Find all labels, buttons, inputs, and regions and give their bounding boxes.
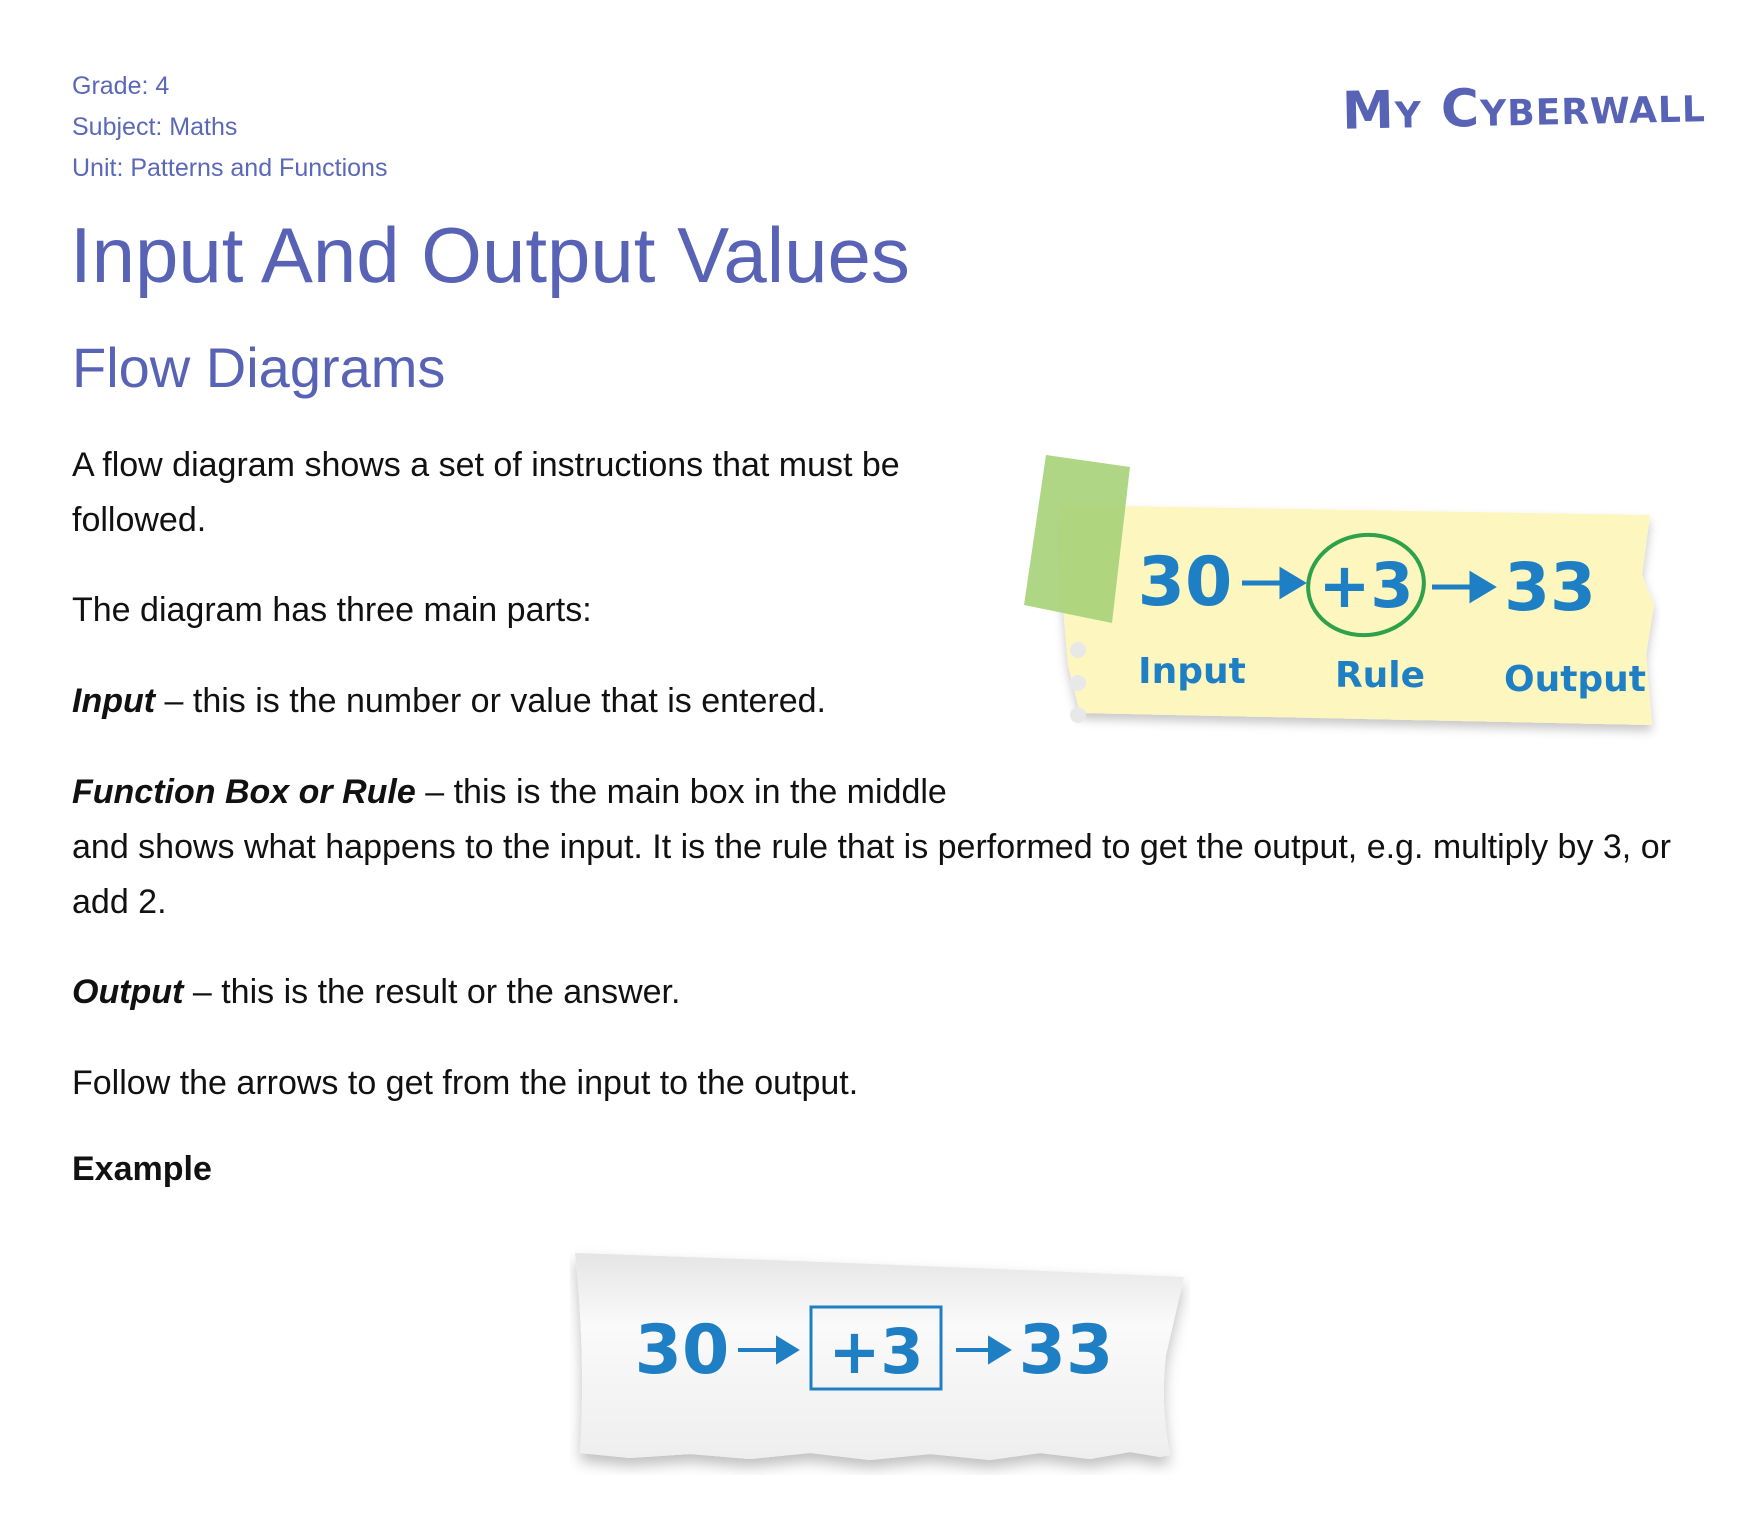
note-rule-label: Rule [1334,655,1426,696]
function-description-2: and shows what happens to the input. It is the rule that is performed to get the output, e.g. multiply by 3, or add 2. [72,828,1671,921]
note-hole-1 [1070,642,1086,658]
example-heading: Example [72,1150,212,1188]
output-term: Output [72,973,184,1011]
input-description: – this is the number or value that is entered. [155,682,826,720]
example-input-value: 30 [634,1311,730,1390]
parts-paragraph: The diagram has three main parts: [72,591,592,629]
note-output-value: 33 [1504,549,1596,626]
follow-paragraph: Follow the arrows to get from the input to the output. [72,1064,859,1102]
unit-label: Unit: Patterns and Functions [72,154,388,182]
brand-logo: My Cyberwall [1341,74,1707,142]
note-hole-2 [1070,675,1086,691]
intro-paragraph: A flow diagram shows a set of instructions that must be followed. [72,446,900,539]
function-term: Function Box or Rule [72,773,416,811]
note-rule-value: +3 [1318,549,1414,622]
document-meta [72,66,387,189]
function-description-1: – this is the main box in the middle [415,773,947,811]
grade-label: Grade: 4 [72,72,170,100]
output-definition [72,965,680,1020]
input-definition [72,674,826,729]
example-rule-value: +3 [828,1315,924,1388]
function-definition [72,765,1672,930]
note-input-value: 30 [1137,543,1233,622]
note-output-label: Output [1503,659,1647,700]
sticky-note-diagram [1020,455,1660,755]
input-term: Input [72,682,156,720]
example-diagram [570,1245,1190,1475]
note-hole-3 [1070,707,1086,723]
output-description: – this is the result or the answer. [183,973,681,1011]
example-output-value: 33 [1018,1311,1114,1390]
section-heading: Flow Diagrams [72,336,446,399]
page-title: Input And Output Values [70,211,910,299]
note-input-label: Input [1138,651,1246,692]
tape [1024,455,1130,623]
subject-label: Subject: Maths [72,113,238,141]
